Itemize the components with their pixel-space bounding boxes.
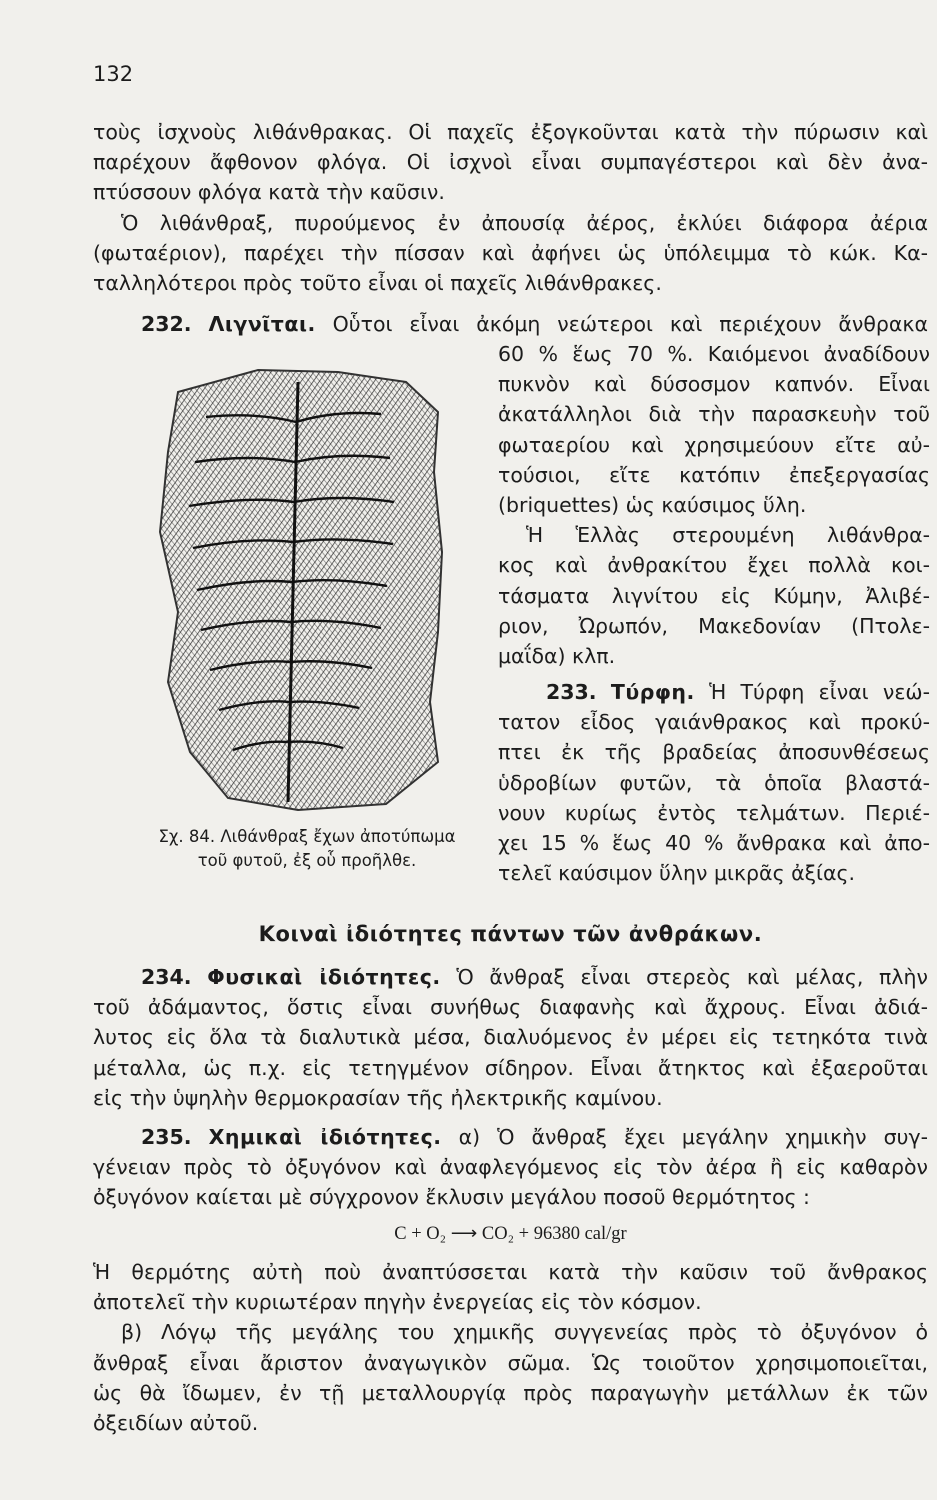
page-number: 132 <box>93 62 134 86</box>
text-line: ριον, Ὠρωπόν, Μακεδονίαν (Πτολε- <box>498 613 930 638</box>
section-232-body <box>498 339 930 671</box>
combustion-equation: C + O₂ ⟶ CO₂ + 96380 cal/gr <box>394 1224 627 1244</box>
text-line: νουν κυρίως ἐντὸς τελμάτων. Περιέ- <box>498 800 930 825</box>
text-line: (briquettes) ὡς καύσιμος ὕλη. <box>498 492 807 517</box>
text-line: ἄνθραξ εἶναι ἄριστον ἀναγωγικὸν σῶμα. Ὡς τοιοῦτον χρησιμοποιεῖται, <box>93 1350 928 1375</box>
section-title: Λιγνῖται. <box>208 312 316 336</box>
text-line: μέταλλα, ὡς π.χ. εἰς τετηγμένον σίδηρον. Εἶναι ἄτηκτος καὶ ἐξαεροῦται <box>93 1055 928 1080</box>
fossil-figure <box>138 352 476 824</box>
section-text: Ἡ Τύρφη εἶναι νεώ- <box>709 680 930 704</box>
text-line: ὀξυγόνον καίεται μὲ σύγχρονον ἔκλυσιν μεγάλου ποσοῦ θερμότητος : <box>93 1185 810 1210</box>
caption-line: Σχ. 84. Λιθάνθραξ ἔχων ἀποτύπωμα <box>158 827 456 846</box>
section-text: Οὗτοι εἶναι ἀκόμη νεώτεροι καὶ περιέχουν ἄνθρακα <box>332 312 928 336</box>
section-title: Χημικαὶ ἰδιότητες. <box>208 1125 442 1149</box>
section-number: 232. <box>141 312 192 336</box>
text-line: Ἡ Ἑλλὰς στερουμένη λιθάνθρα- <box>526 523 930 548</box>
section-235-continued <box>93 1257 928 1438</box>
text-line: ὑδροβίων φυτῶν, τὰ ὁποῖα βλαστά- <box>498 770 930 795</box>
text-line: πτύσσουν φλόγα κατὰ τὴν καῦσιν. <box>93 180 445 205</box>
text-line <box>93 309 928 339</box>
text-line: τατον εἶδος γαιάνθρακος καὶ προκύ- <box>498 710 930 735</box>
text-line <box>93 1122 928 1152</box>
section-title: Φυσικαὶ ἰδιότητες. <box>207 965 441 989</box>
text-line: χει 15 % ἕως 40 % ἄνθρακα καὶ ἀπο- <box>498 830 930 855</box>
section-233 <box>498 677 930 888</box>
text-line: ταλληλότεροι πρὸς τοῦτο εἶναι οἱ παχεῖς λιθάνθρακες. <box>93 270 662 295</box>
caption-line: τοῦ φυτοῦ, ἐξ οὗ προῆλθε. <box>197 851 417 870</box>
text-line: ἀποτελεῖ τὴν κυριωτέραν πηγὴν ἐνεργείας εἰς τὸν κόσμον. <box>93 1290 702 1315</box>
text-line: ἀκατάλληλοι διὰ τὴν παρασκευὴν τοῦ <box>498 402 930 427</box>
text-line: λυτος εἰς ὅλα τὰ διαλυτικὰ μέσα, διαλυόμενος ἐν μέρει εἰς τετηκότα τινὰ <box>93 1025 928 1050</box>
text-line: Ὁ λιθάνθραξ, πυρούμενος ἐν ἀπουσίᾳ ἀέρος, ἐκλύει διάφορα ἀέρια <box>121 210 928 235</box>
text-line: 60 % ἕως 70 %. Καιόμενοι ἀναδίδουν <box>498 342 930 366</box>
section-235 <box>93 1122 928 1213</box>
text-line: παρέχουν ἄφθονον φλόγα. Οἱ ἰσχνοὶ εἶναι συμπαγέστεροι καὶ δὲν ἀνα- <box>93 150 928 175</box>
text-line: φωταερίου καὶ χρησιμεύουν εἴτε αὐ- <box>498 432 930 457</box>
text-line: τελεῖ καύσιμον ὕλην μικρᾶς ἀξίας. <box>498 861 856 886</box>
chapter-subheading: Κοιναὶ ἰδιότητες πάντων τῶν ἀνθράκων. <box>258 922 763 946</box>
figure-caption <box>137 825 477 873</box>
section-number: 233. <box>546 680 597 704</box>
text-line <box>93 962 928 992</box>
text-line <box>498 677 930 707</box>
text-line: πτει ἐκ τῆς βραδείας ἀποσυνθέσεως <box>498 740 930 765</box>
text-line: γένειαν πρὸς τὸ ὀξυγόνον καὶ ἀναφλεγόμενος εἰς τὸν ἀέρα ἢ εἰς καθαρὸν <box>93 1155 928 1180</box>
text-line: (φωταέριον), παρέχει τὴν πίσσαν καὶ ἀφήνει ὡς ὑπόλειμμα τὸ κώκ. Κα- <box>93 240 928 265</box>
section-title: Τύρφη. <box>610 680 695 704</box>
text-line: τοῦ ἀδάμαντος, ὅστις εἶναι συνήθως διαφανὴς καὶ ἄχρους. Εἶναι ἀδιά- <box>93 995 928 1020</box>
text-line: Ἡ θερμότης αὐτὴ ποὺ ἀναπτύσσεται κατὰ τὴν καῦσιν τοῦ ἄνθρακος <box>93 1260 928 1284</box>
section-text: α) Ὁ ἄνθραξ ἔχει μεγάλην χημικὴν συγ- <box>458 1125 928 1149</box>
section-234 <box>93 962 928 1113</box>
section-text: Ὁ ἄνθραξ εἶναι στερεὸς καὶ μέλας, πλὴν <box>456 965 928 989</box>
text-line: μαΐδα) κλπ. <box>498 643 616 668</box>
text-line: ὀξειδίων αὐτοῦ. <box>93 1410 259 1435</box>
text-line: β) Λόγῳ τῆς μεγάλης του χημικῆς συγγενείας πρὸς τὸ ὀξυγόνον ὁ <box>121 1320 928 1345</box>
text-line: εἰς τὴν ὑψηλὴν θερμοκρασίαν τῆς ἠλεκτρικῆς καμίνου. <box>93 1085 663 1110</box>
text-line: πυκνὸν καὶ δύσοσμον καπνόν. Εἶναι <box>498 372 930 397</box>
section-number: 235. <box>141 1125 192 1149</box>
text-line: κος καὶ ἀνθρακίτου ἔχει πολλὰ κοι- <box>498 553 930 578</box>
section-number: 234. <box>141 965 192 989</box>
text-line: ὡς θὰ ἴδωμεν, ἐν τῇ μεταλλουργίᾳ πρὸς παραγωγὴν μετάλλων ἐκ τῶν <box>93 1380 928 1405</box>
intro-paragraph <box>93 117 928 298</box>
section-232-heading <box>93 309 928 339</box>
fern-fossil-image <box>138 352 476 824</box>
text-line: τούσιοι, εἴτε κατόπιν ἐπεξεργασίας <box>498 462 930 487</box>
text-line: τοὺς ἰσχνοὺς λιθάνθρακας. Οἱ παχεῖς ἐξογκοῦνται κατὰ τὴν πύρωσιν καὶ <box>93 120 928 144</box>
text-line: τάσματα λιγνίτου εἰς Κύμην, Ἀλιβέ- <box>498 583 930 608</box>
